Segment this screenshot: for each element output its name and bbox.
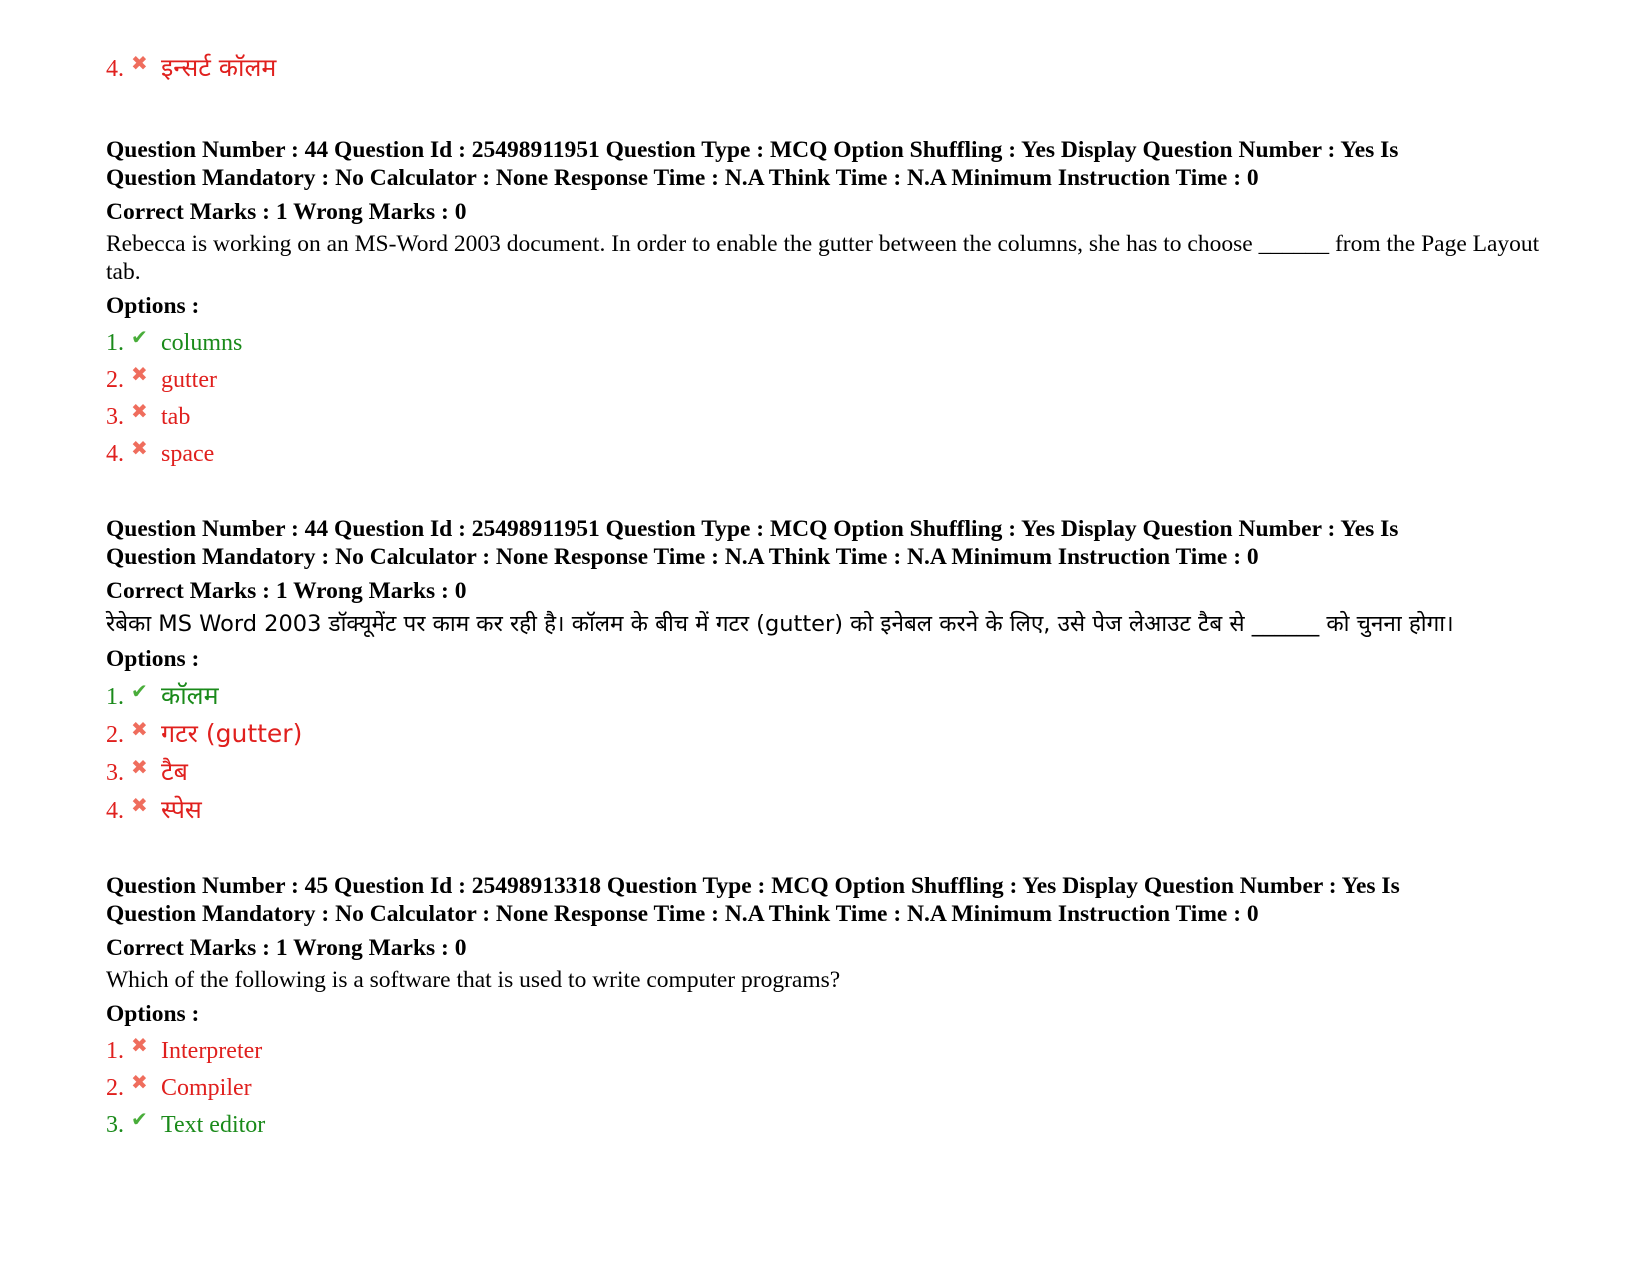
cross-icon: ✖ (131, 1070, 148, 1094)
option-item (106, 362, 1571, 394)
option-text: Interpreter (161, 1038, 263, 1064)
option-text: gutter (161, 367, 217, 393)
cross-icon: ✖ (131, 436, 148, 460)
cross-icon: ✖ (131, 793, 148, 817)
option-number: 4. (106, 56, 124, 82)
option-item (106, 1107, 1571, 1139)
option-item (106, 793, 1571, 825)
option-text: space (161, 441, 215, 467)
check-icon: ✔ (131, 679, 148, 703)
option-number: 3. (106, 1112, 124, 1138)
question-marks: Correct Marks : 1 Wrong Marks : 0 (106, 578, 467, 604)
option-item (106, 399, 1571, 431)
cross-icon: ✖ (131, 51, 148, 75)
check-icon: ✔ (131, 325, 148, 349)
question-block (106, 872, 1571, 1139)
question-meta: Question Mandatory : No Calculator : None Response Time : N.A Think Time : N.A Minimum Instruction Time : 0 (106, 165, 1259, 191)
option-item (106, 325, 1571, 357)
option-number: 1. (106, 684, 124, 710)
option-item (106, 436, 1571, 468)
option-item (106, 717, 1571, 749)
question-text: Rebecca is working on an MS-Word 2003 document. In order to enable the gutter between the columns, she has to choose ______ from the Page Layout tab. (106, 231, 1540, 285)
question-meta: Question Number : 45 Question Id : 25498913318 Question Type : MCQ Option Shuffling : Yes Display Question Number : Yes Is (106, 873, 1400, 899)
option-text: गटर (gutter) (161, 719, 303, 748)
options-label: Options : (106, 1001, 200, 1027)
option-item (106, 755, 1571, 787)
question-text: Which of the following is a software that is used to write computer programs? (106, 967, 841, 993)
option-number: 3. (106, 760, 124, 786)
option-number: 1. (106, 1038, 124, 1064)
option-text: टैब (161, 757, 188, 786)
option-text: Compiler (161, 1075, 252, 1101)
options-label: Options : (106, 646, 200, 672)
question-text: रेबेका MS Word 2003 डॉक्यूमेंट पर काम कर रही है। कॉलम के बीच में गटर (gutter) को इनेबल करने के लिए, उसे पेज लेआउट टैब से ______ को चुनना होगा। (106, 611, 1454, 637)
cross-icon: ✖ (131, 755, 148, 779)
check-icon: ✔ (131, 1107, 148, 1131)
cross-icon: ✖ (131, 717, 148, 741)
option-number: 2. (106, 367, 124, 393)
question-meta: Question Mandatory : No Calculator : None Response Time : N.A Think Time : N.A Minimum Instruction Time : 0 (106, 544, 1259, 570)
question-block (106, 136, 1571, 468)
question-marks: Correct Marks : 1 Wrong Marks : 0 (106, 935, 467, 961)
question-meta: Question Number : 44 Question Id : 25498911951 Question Type : MCQ Option Shuffling : Yes Display Question Number : Yes Is (106, 137, 1399, 163)
option-item (106, 1070, 1571, 1102)
option-number: 4. (106, 441, 124, 467)
cross-icon: ✖ (131, 1033, 148, 1057)
cross-icon: ✖ (131, 362, 148, 386)
option-item (106, 679, 1571, 711)
option-text: कॉलम (161, 681, 219, 710)
option-text: tab (161, 404, 191, 430)
cross-icon: ✖ (131, 399, 148, 423)
option-text: स्पेस (161, 795, 202, 824)
option-number: 1. (106, 330, 124, 356)
option-item (106, 1033, 1571, 1065)
option-number: 3. (106, 404, 124, 430)
question-block (106, 515, 1571, 825)
option-number: 4. (106, 798, 124, 824)
option-text: Text editor (161, 1112, 266, 1138)
option-text: columns (161, 330, 243, 356)
option-number: 2. (106, 1075, 124, 1101)
question-marks: Correct Marks : 1 Wrong Marks : 0 (106, 199, 467, 225)
option-item (106, 51, 1571, 83)
option-number: 2. (106, 722, 124, 748)
option-text: इन्सर्ट कॉलम (161, 53, 277, 82)
question-meta: Question Mandatory : No Calculator : None Response Time : N.A Think Time : N.A Minimum Instruction Time : 0 (106, 901, 1259, 927)
question-meta: Question Number : 44 Question Id : 25498911951 Question Type : MCQ Option Shuffling : Yes Display Question Number : Yes Is (106, 516, 1399, 542)
options-label: Options : (106, 293, 200, 319)
